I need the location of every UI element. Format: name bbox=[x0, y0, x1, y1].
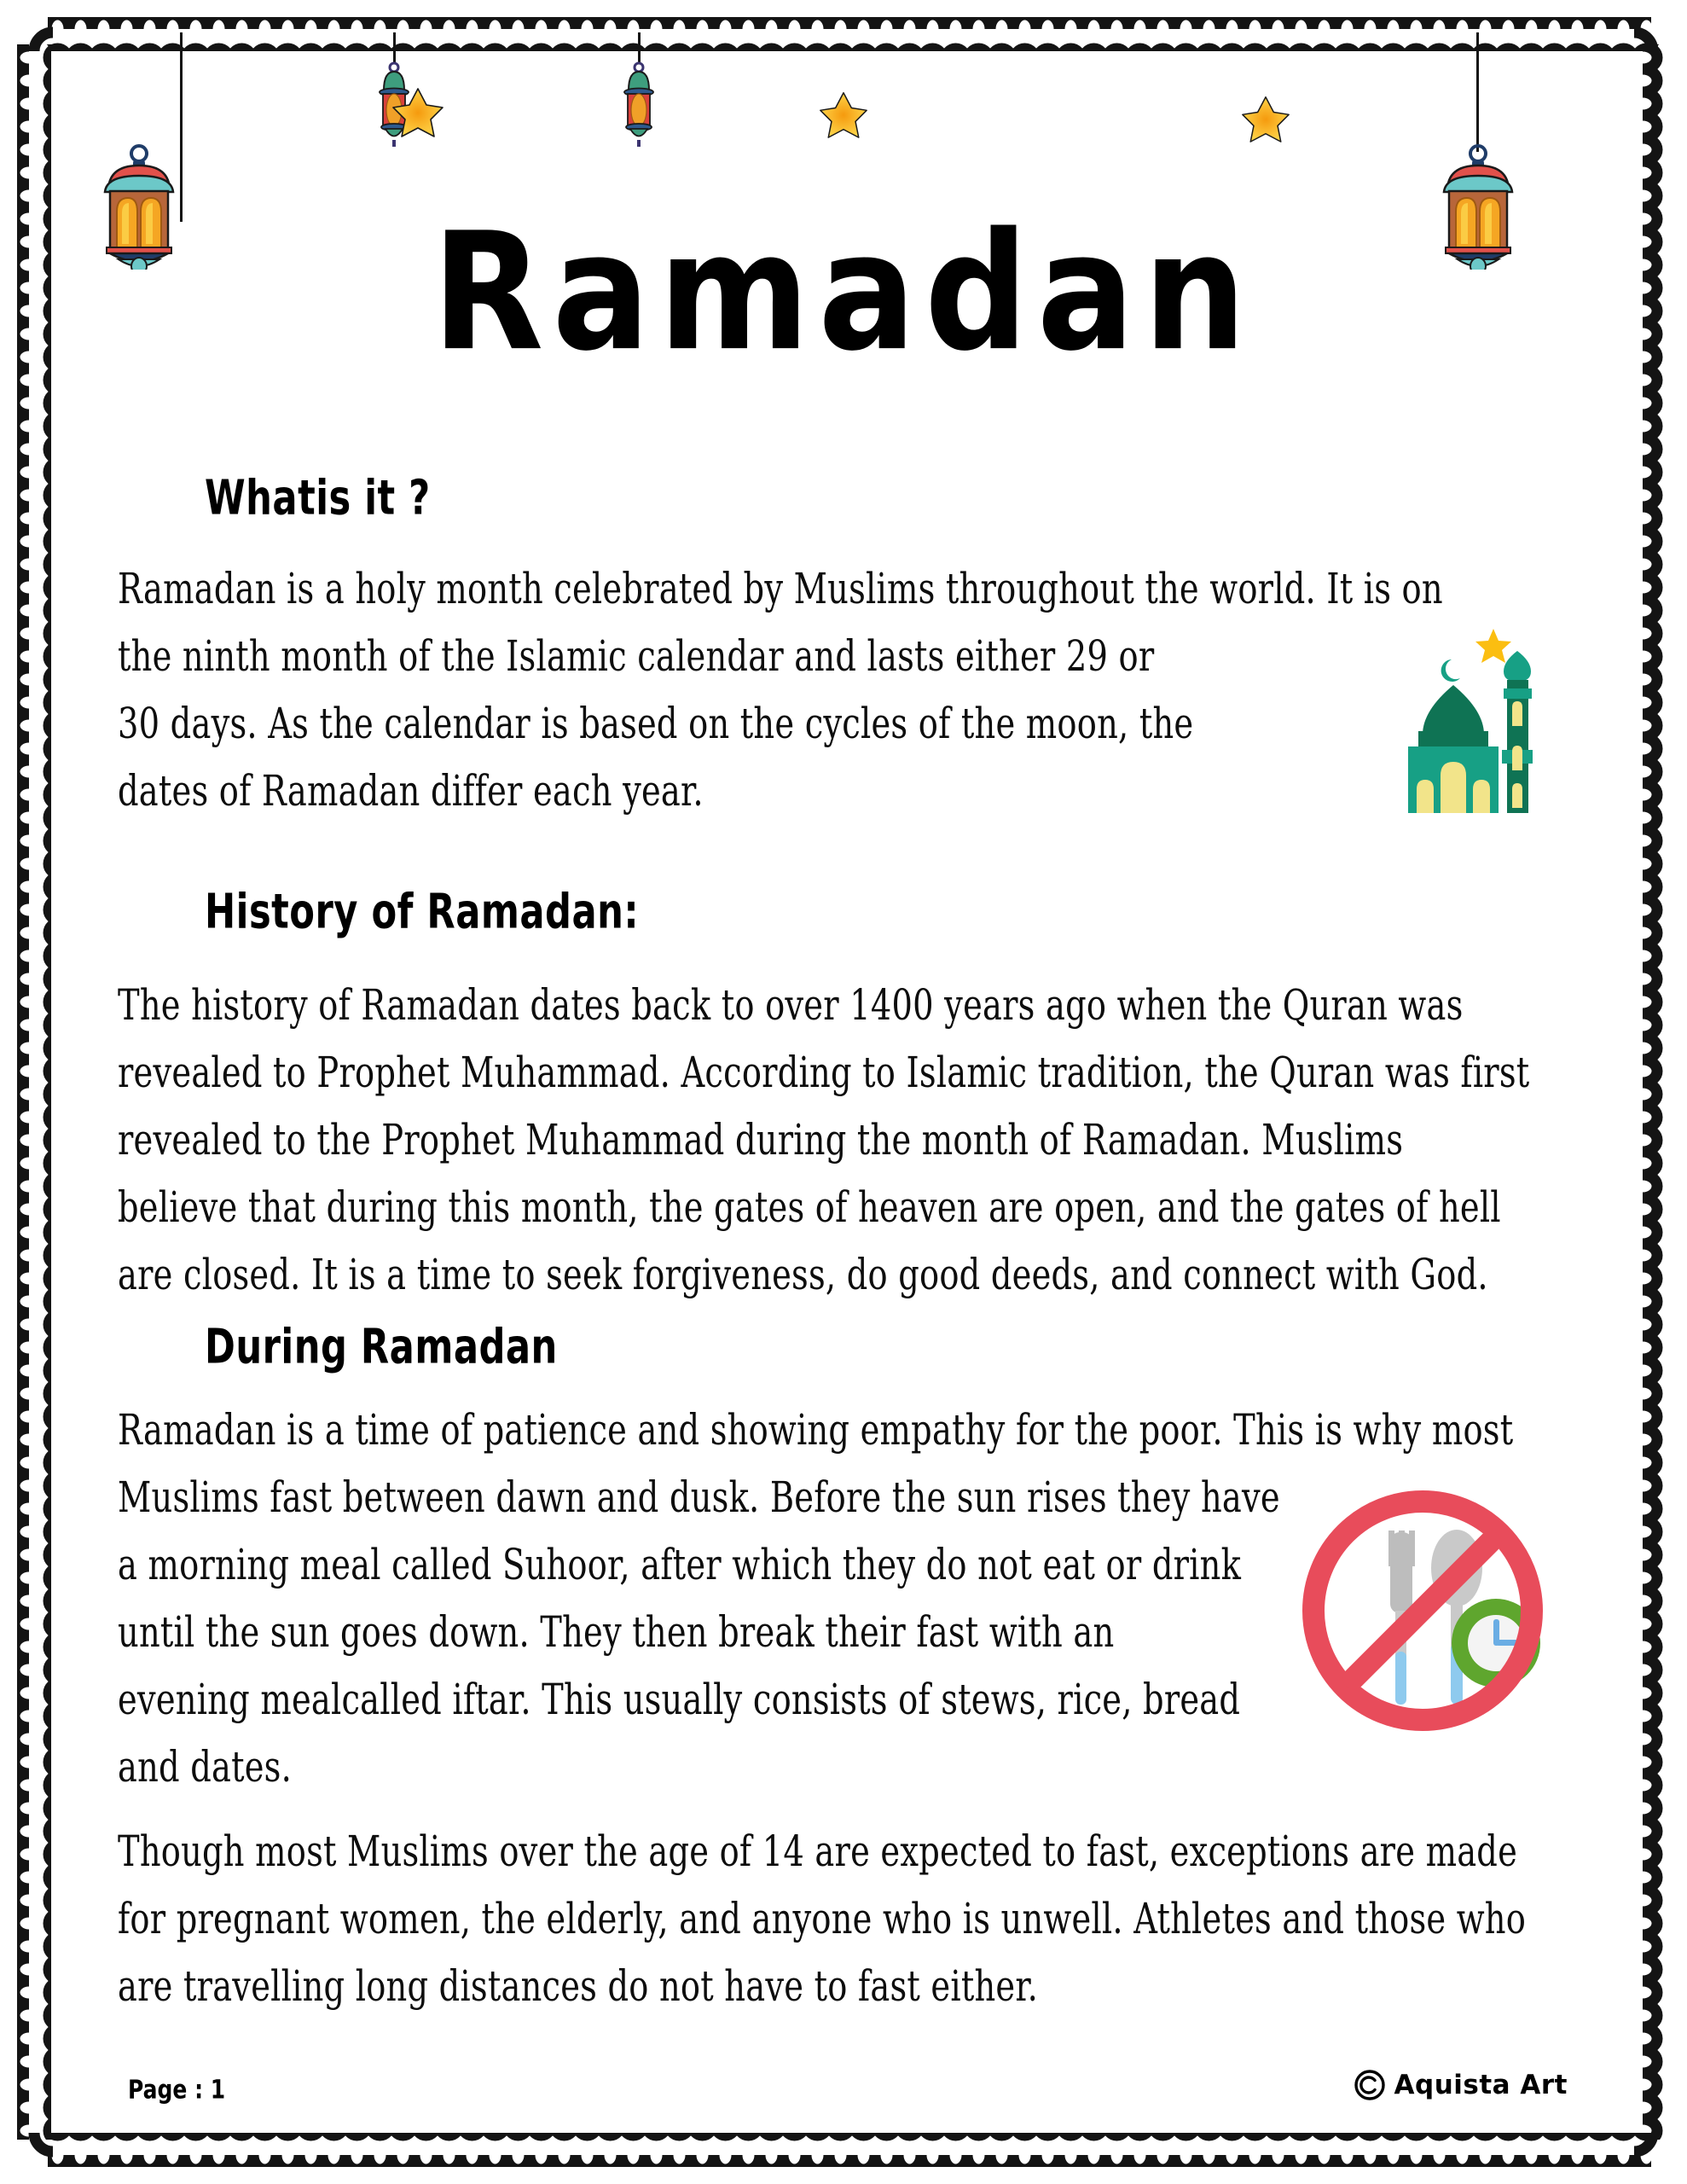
text-line: are travelling long distances do not have to fast either. bbox=[118, 1963, 1039, 2012]
star-icon-2 bbox=[819, 90, 868, 139]
small-lantern-icon-2 bbox=[617, 61, 660, 147]
section-heading-what-is-it: Whatis it ? bbox=[205, 469, 431, 526]
text-line: the ninth month of the Islamic calendar and lasts either 29 or bbox=[118, 633, 1155, 682]
text-line: evening mealcalled iftar. This usually consists of stews, rice, bread bbox=[118, 1676, 1241, 1725]
text-line: Ramadan is a holy month celebrated by Muslims throughout the world. It is on bbox=[118, 566, 1443, 614]
section-heading-during-ramadan: During Ramadan bbox=[205, 1318, 558, 1374]
section-heading-history: History of Ramadan: bbox=[205, 883, 640, 939]
text-line: dates of Ramadan differ each year. bbox=[118, 768, 704, 816]
copyright-icon bbox=[1354, 2069, 1386, 2101]
credit-text: Aquista Art bbox=[1394, 2070, 1568, 2100]
lantern-wire-small-1 bbox=[393, 32, 396, 63]
star-icon-3 bbox=[1241, 94, 1290, 143]
paragraph-what-is-it bbox=[118, 556, 1463, 826]
page-number-label: Page : 1 bbox=[128, 2075, 226, 2105]
paragraph-exceptions bbox=[118, 1819, 1547, 2021]
text-line: Though most Muslims over the age of 14 are expected to fast, exceptions are made bbox=[118, 1828, 1518, 1877]
text-line: revealed to the Prophet Muhammad during the month of Ramadan. Muslims bbox=[118, 1117, 1404, 1165]
lantern-wire-right bbox=[1476, 32, 1479, 152]
text-line: 30 days. As the calendar is based on the cycles of the moon, the bbox=[118, 700, 1194, 749]
text-line: believe that during this month, the gates of heaven are open, and the gates of hell bbox=[118, 1184, 1501, 1233]
text-line: The history of Ramadan dates back to over 1400 years ago when the Quran was bbox=[118, 982, 1464, 1031]
text-line: Muslims fast between dawn and dusk. Before the sun rises they have bbox=[118, 1474, 1280, 1523]
text-line: and dates. bbox=[118, 1744, 293, 1792]
text-line: for pregnant women, the elderly, and anyone who is unwell. Athletes and those who bbox=[118, 1896, 1527, 1944]
paragraph-history bbox=[118, 973, 1551, 1310]
text-line: revealed to Prophet Muhammad. According to Islamic tradition, the Quran was first bbox=[118, 1049, 1530, 1098]
page-title: Ramadan bbox=[432, 198, 1255, 388]
text-line: are closed. It is a time to seek forgiveness, do good deeds, and connect with God. bbox=[118, 1252, 1488, 1300]
credit-block bbox=[1354, 2069, 1568, 2101]
text-line: until the sun goes down. They then break their fast with an bbox=[118, 1609, 1115, 1658]
text-line: Ramadan is a time of patience and showing empathy for the poor. This is why most bbox=[118, 1407, 1514, 1455]
text-line: a morning meal called Suhoor, after which they do not eat or drink bbox=[118, 1542, 1242, 1590]
paragraph-during-ramadan bbox=[118, 1397, 1534, 1802]
star-icon-1 bbox=[391, 85, 444, 138]
lantern-wire-small-2 bbox=[638, 32, 641, 63]
